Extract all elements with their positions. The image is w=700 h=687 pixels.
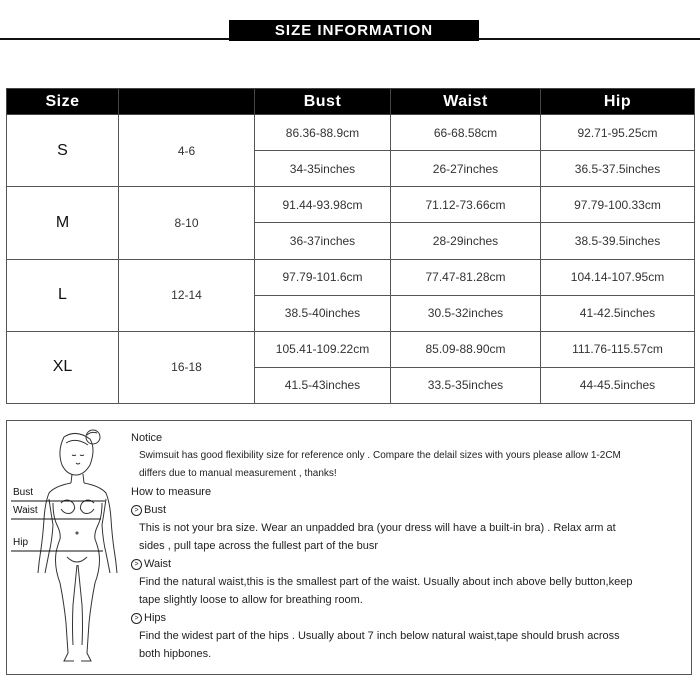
body-outline-icon	[9, 423, 127, 673]
us-size-cell: 8-10	[119, 187, 255, 259]
waist-cm-cell: 66-68.58cm	[391, 115, 541, 151]
header-size: Size	[7, 89, 119, 115]
hip-cm-cell: 104.14-107.95cm	[541, 259, 695, 295]
bust-text: This is not your bra size. Wear an unpadded bra (your dress will have a built-in bra) . Relax arm at	[139, 522, 616, 534]
waist-text: Find the natural waist,this is the smallest part of the waist. Usually about inch above belly button,keep	[139, 576, 633, 588]
bust-cm-cell: 86.36-88.9cm	[255, 115, 391, 151]
size-cell: S	[7, 115, 119, 187]
size-cell: M	[7, 187, 119, 259]
waist-cm-cell: 77.47-81.28cm	[391, 259, 541, 295]
bust-in-cell: 36-37inches	[255, 223, 391, 259]
waist-in-cell: 26-27inches	[391, 151, 541, 187]
hip-cm-cell: 111.76-115.57cm	[541, 331, 695, 367]
header-us	[119, 89, 255, 115]
table-row	[7, 115, 695, 151]
bust-in-cell: 41.5-43inches	[255, 367, 391, 403]
bust-in-cell: 34-35inches	[255, 151, 391, 187]
waist-label: Waist	[13, 505, 38, 516]
waist-in-cell: 33.5-35inches	[391, 367, 541, 403]
hips-text: Find the widest part of the hips . Usually about 7 inch below natural waist,tape should brush across	[139, 630, 620, 642]
bust-cm-cell: 97.79-101.6cm	[255, 259, 391, 295]
table-row	[7, 331, 695, 367]
bust-label: Bust	[13, 487, 34, 498]
size-cell: L	[7, 259, 119, 331]
measure-notes	[131, 429, 689, 663]
bust-cm-cell: 91.44-93.98cm	[255, 187, 391, 223]
bust-section-title: > Bust	[131, 501, 689, 519]
measure-info-panel	[6, 420, 692, 675]
table-header-row	[7, 89, 695, 115]
us-size-cell: 12-14	[119, 259, 255, 331]
table-row	[7, 187, 695, 223]
notice-line: Swimsuit has good flexibility size for reference only . Compare the delail sizes with yours please allow 1-2CM	[139, 450, 621, 461]
size-table	[6, 88, 695, 404]
chevron-right-icon: >	[131, 559, 142, 570]
notice-title: Notice	[131, 432, 163, 444]
banner-title: SIZE INFORMATION	[229, 20, 479, 41]
waist-cm-cell: 85.09-88.90cm	[391, 331, 541, 367]
chevron-right-icon: >	[131, 505, 142, 516]
waist-cm-cell: 71.12-73.66cm	[391, 187, 541, 223]
bust-in-cell: 38.5-40inches	[255, 295, 391, 331]
hip-in-cell: 44-45.5inches	[541, 367, 695, 403]
waist-in-cell: 28-29inches	[391, 223, 541, 259]
hip-in-cell: 36.5-37.5inches	[541, 151, 695, 187]
bust-text: sides , pull tape across the fullest part of the busr	[139, 540, 379, 552]
waist-text: tape slightly loose to allow for breathing room.	[139, 594, 363, 606]
hip-label: Hip	[13, 537, 29, 548]
notice-line: differs due to manual measurement , thanks!	[139, 468, 337, 479]
us-size-cell: 4-6	[119, 115, 255, 187]
body-figure	[9, 423, 127, 673]
hip-cm-cell: 92.71-95.25cm	[541, 115, 695, 151]
how-to-measure-title: How to measure	[131, 486, 212, 498]
header-hip: Hip	[541, 89, 695, 115]
hips-section-title: > Hips	[131, 609, 689, 627]
hips-text: both hipbones.	[139, 648, 212, 660]
hip-cm-cell: 97.79-100.33cm	[541, 187, 695, 223]
waist-section-title: > Waist	[131, 555, 689, 573]
header-waist: Waist	[391, 89, 541, 115]
table-row	[7, 259, 695, 295]
header-bust: Bust	[255, 89, 391, 115]
size-cell: XL	[7, 331, 119, 403]
chevron-right-icon: >	[131, 613, 142, 624]
bust-cm-cell: 105.41-109.22cm	[255, 331, 391, 367]
waist-in-cell: 30.5-32inches	[391, 295, 541, 331]
hip-in-cell: 38.5-39.5inches	[541, 223, 695, 259]
hip-in-cell: 41-42.5inches	[541, 295, 695, 331]
us-size-cell: 16-18	[119, 331, 255, 403]
